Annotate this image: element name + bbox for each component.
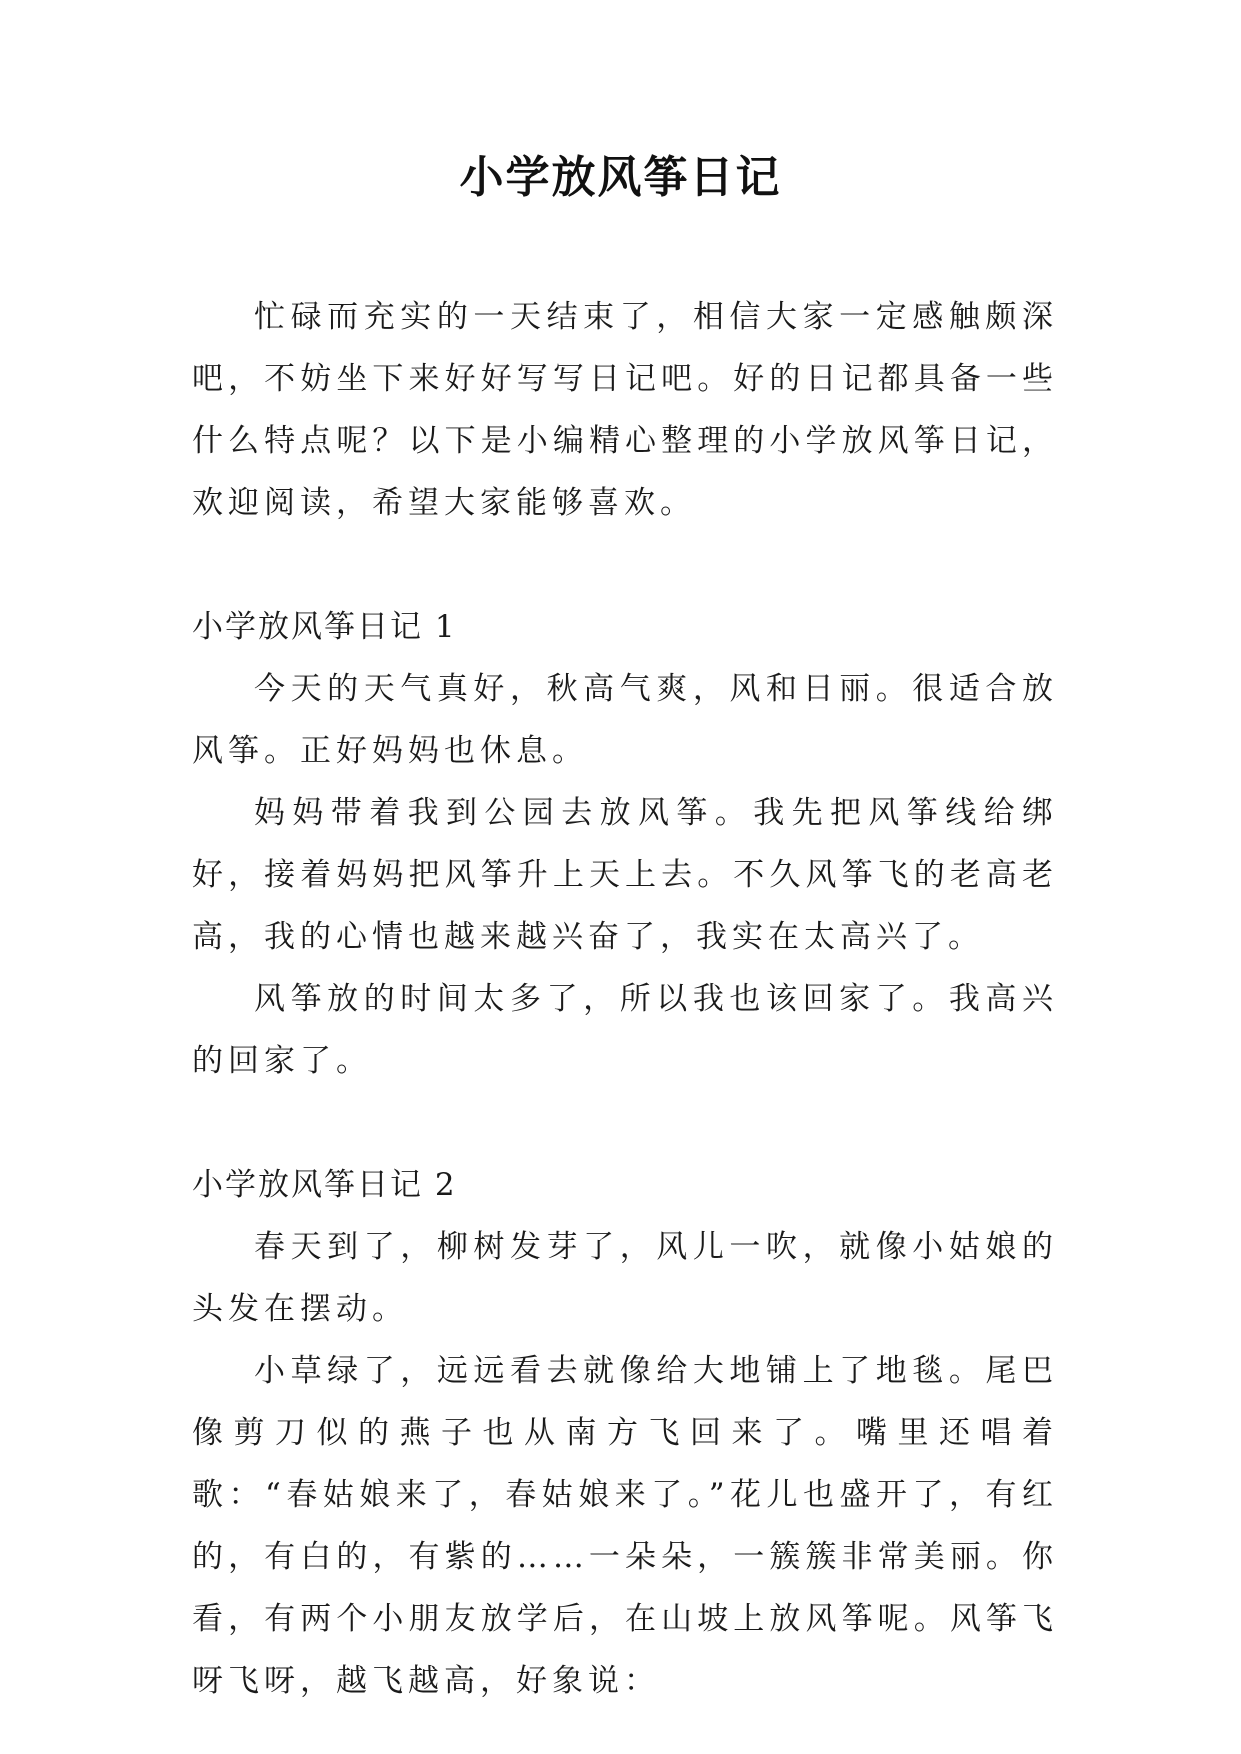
section-gap xyxy=(192,534,1058,596)
document-title: 小学放风筝日记 xyxy=(459,152,782,203)
section-1-paragraph-1: 今天的天气真好，秋高气爽，风和日丽。很适合放风筝。正好妈妈也休息。 xyxy=(192,671,1058,769)
section-heading-2: 小学放风筝日记 2 xyxy=(192,1167,457,1203)
section-1-paragraph-2: 妈妈带着我到公园去放风筝。我先把风筝线给绑好，接着妈妈把风筝升上天上去。不久风筝飞的老高老高，我的心情也越来越兴奋了，我实在太高兴了。 xyxy=(192,795,1058,955)
section-2-paragraph-1: 春天到了，柳树发芽了，风儿一吹，就像小姑娘的头发在摆动。 xyxy=(192,1229,1058,1327)
section-gap xyxy=(192,1092,1058,1154)
intro-paragraph: 忙碌而充实的一天结束了，相信大家一定感触颇深吧，不妨坐下来好好写写日记吧。好的日记都具备一些什么特点呢？以下是小编精心整理的小学放风筝日记，欢迎阅读，希望大家能够喜欢。 xyxy=(192,299,1058,521)
section-heading-1: 小学放风筝日记 1 xyxy=(192,609,457,645)
section-1-paragraph-3: 风筝放的时间太多了，所以我也该回家了。我高兴的回家了。 xyxy=(192,981,1058,1079)
section-2-paragraph-2: 小草绿了，远远看去就像给大地铺上了地毯。尾巴像剪刀似的燕子也从南方飞回来了。嘴里还唱着歌：“春姑娘来了，春姑娘来了。”花儿也盛开了，有红的，有白的，有紫的……一朵朵，一簇簇非常美丽。你看，有两个小朋友放学后，在山坡上放风筝呢。风筝飞呀飞呀，越飞越高，好象说： xyxy=(192,1353,1058,1699)
document-body xyxy=(192,286,1058,1712)
